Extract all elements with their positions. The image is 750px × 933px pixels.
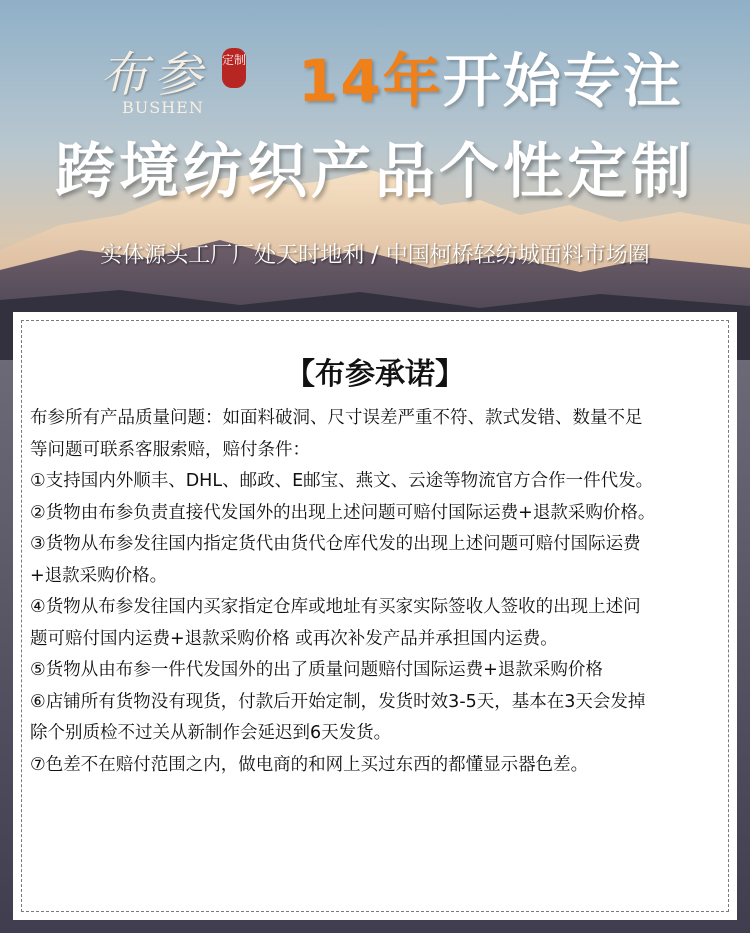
promise-line: ⑤货物从由布参一件代发国外的出了质量问题赔付国际运费+退款采购价格	[30, 660, 603, 680]
tagline: 实体源头工厂厂处天时地利 / 中国柯桥轻纺城面料市场圈	[100, 243, 650, 268]
headline-years-rest: 开始专注	[442, 47, 683, 115]
promise-line: 除个别质检不过关从新制作会延迟到6天发货。	[30, 723, 392, 743]
promise-line: +退款采购价格。	[30, 565, 168, 586]
promise-card	[13, 312, 737, 920]
promise-body	[30, 403, 730, 781]
promise-line: ⑥店铺所有货物没有现货，付款后开始定制，发货时效3-5天，基本在3天会发掉	[30, 691, 646, 712]
promise-title: 【布参承诺】	[285, 357, 465, 392]
brand-english-name: BUSHEN	[122, 98, 204, 117]
promise-line: 布参所有产品质量问题：如面料破洞、尺寸误差严重不符、款式发错、数量不足	[30, 408, 643, 428]
promise-line: ②货物由布参负责直接代发国外的出现上述问题可赔付国际运费+退款采购价格。	[30, 502, 656, 523]
promise-line: 题可赔付国内运费+退款采购价格 或再次补发产品并承担国内运费。	[30, 628, 558, 649]
promise-line: ④货物从布参发往国内买家指定仓库或地址有买家实际签收人签收的出现上述问	[30, 597, 641, 617]
headline-years-highlight: 14年	[298, 47, 443, 115]
promise-line: ⑦色差不在赔付范围之内，做电商的和网上买过东西的都懂显示器色差。	[30, 754, 589, 775]
brand-seal: 定制	[222, 48, 246, 88]
brand-logo	[100, 36, 250, 126]
promise-line: ③货物从布参发往国内指定货代由货代仓库代发的出现上述问题可赔付国际运费	[30, 534, 641, 554]
brand-logo-text: 布参	[100, 47, 209, 103]
headline-years	[298, 34, 683, 118]
headline-main: 跨境纺织产品个性定制	[55, 137, 695, 207]
promise-line: ①支持国内外顺丰、DHL、邮政、E邮宝、燕文、云途等物流官方合作一件代发。	[30, 471, 654, 491]
promise-line: 等问题可联系客服索赔，赔付条件：	[30, 439, 310, 460]
promise-card-border	[21, 320, 729, 912]
